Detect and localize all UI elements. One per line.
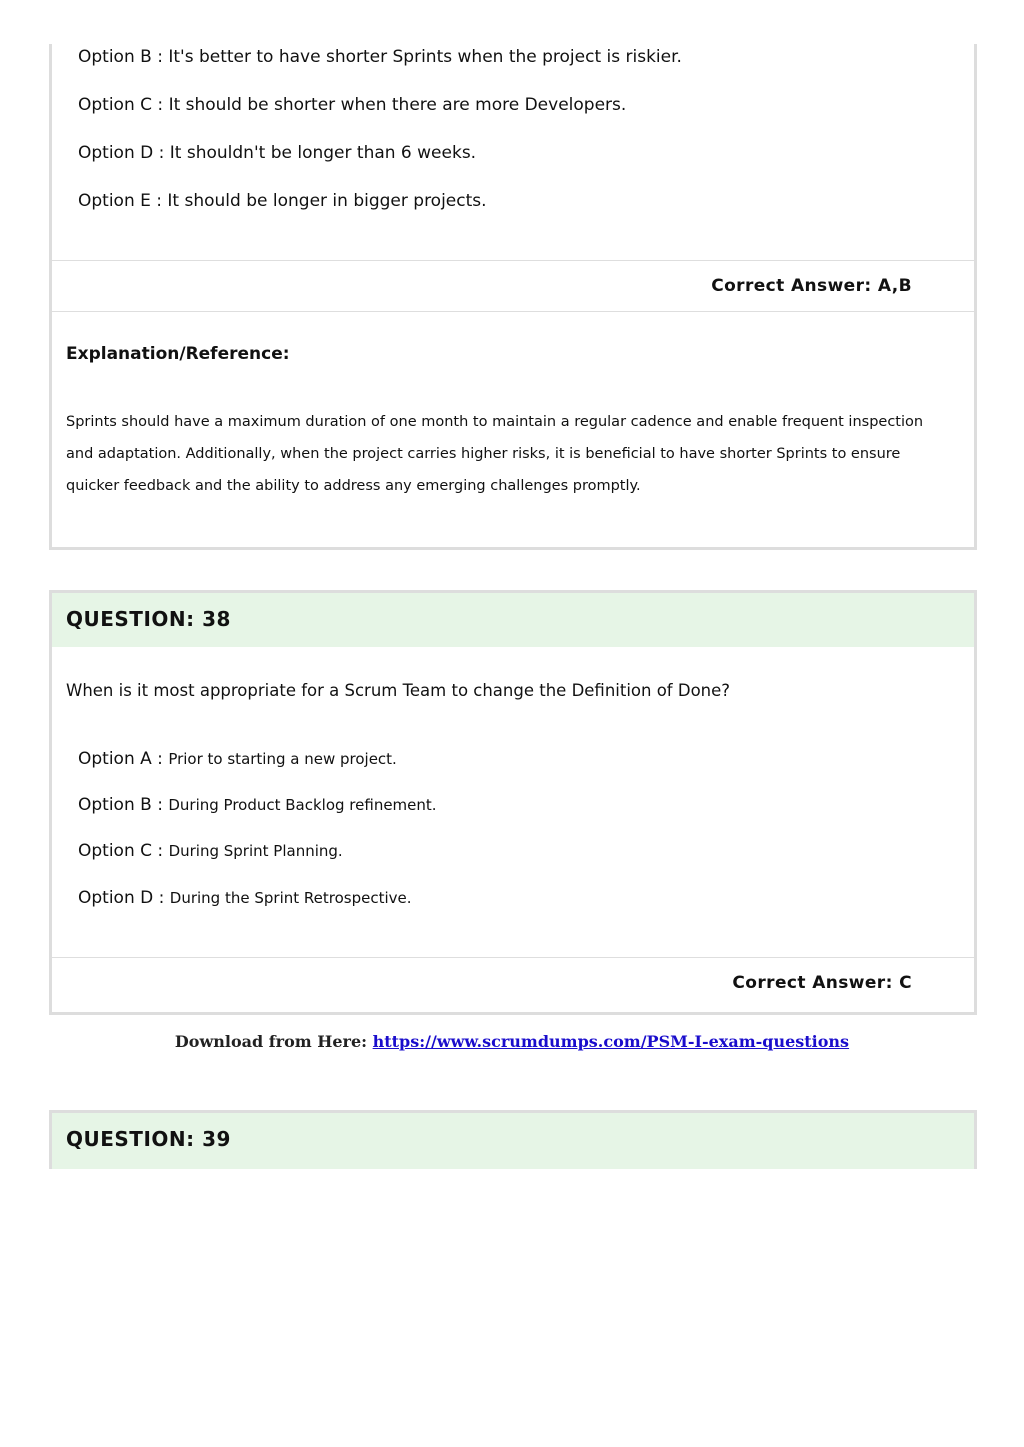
question-39-card — [49, 1110, 977, 1169]
option-label: Option B : — [78, 47, 163, 67]
option-label: Option D : — [78, 888, 165, 908]
option-text: During Sprint Planning. — [168, 842, 343, 860]
divider — [52, 260, 974, 261]
option-text: It shouldn't be longer than 6 weeks. — [169, 143, 477, 163]
option-text: It's better to have shorter Sprints when the project is riskier. — [168, 47, 682, 67]
question-header — [52, 1113, 974, 1169]
option-b — [78, 795, 437, 815]
option-text: During Product Backlog refinement. — [168, 796, 437, 814]
option-a — [78, 749, 397, 769]
explanation-text: Sprints should have a maximum duration of one month to maintain a regular cadence and enable frequent inspection and adaptation. Additionally, when the project carries higher risks, it is beneficial to have shorter Sprints to ensure quicker feedback and the ability to address any emerging challenges promptly. — [66, 414, 924, 494]
divider — [52, 957, 974, 958]
question-title: QUESTION: 39 — [66, 1127, 231, 1151]
correct-answer: Correct Answer: A,B — [711, 276, 912, 296]
option-d — [78, 888, 412, 908]
explanation-heading: Explanation/Reference: — [66, 344, 290, 364]
download-line — [0, 1032, 1024, 1051]
option-text: Prior to starting a new project. — [168, 750, 397, 768]
option-label: Option C : — [78, 841, 164, 861]
previous-question-card — [49, 44, 977, 550]
download-label: Download from Here: — [174, 1032, 368, 1051]
divider — [52, 311, 974, 312]
option-label: Option E : — [78, 191, 163, 211]
option-e — [78, 191, 487, 211]
correct-answer: Correct Answer: C — [732, 973, 912, 993]
option-c — [78, 95, 626, 115]
download-link[interactable]: https://www.scrumdumps.com/PSM-I-exam-questions — [372, 1032, 850, 1051]
question-38-card — [49, 590, 977, 1015]
option-label: Option A : — [78, 749, 163, 769]
option-label: Option D : — [78, 143, 165, 163]
option-text: During the Sprint Retrospective. — [169, 889, 412, 907]
question-header — [52, 593, 974, 647]
option-label: Option B : — [78, 795, 163, 815]
question-text: When is it most appropriate for a Scrum Team to change the Definition of Done? — [66, 681, 731, 700]
option-b — [78, 47, 682, 67]
option-d — [78, 143, 476, 163]
option-label: Option C : — [78, 95, 164, 115]
option-c — [78, 841, 343, 861]
option-text: It should be longer in bigger projects. — [167, 191, 487, 211]
question-title: QUESTION: 38 — [66, 607, 231, 631]
option-text: It should be shorter when there are more Developers. — [168, 95, 627, 115]
